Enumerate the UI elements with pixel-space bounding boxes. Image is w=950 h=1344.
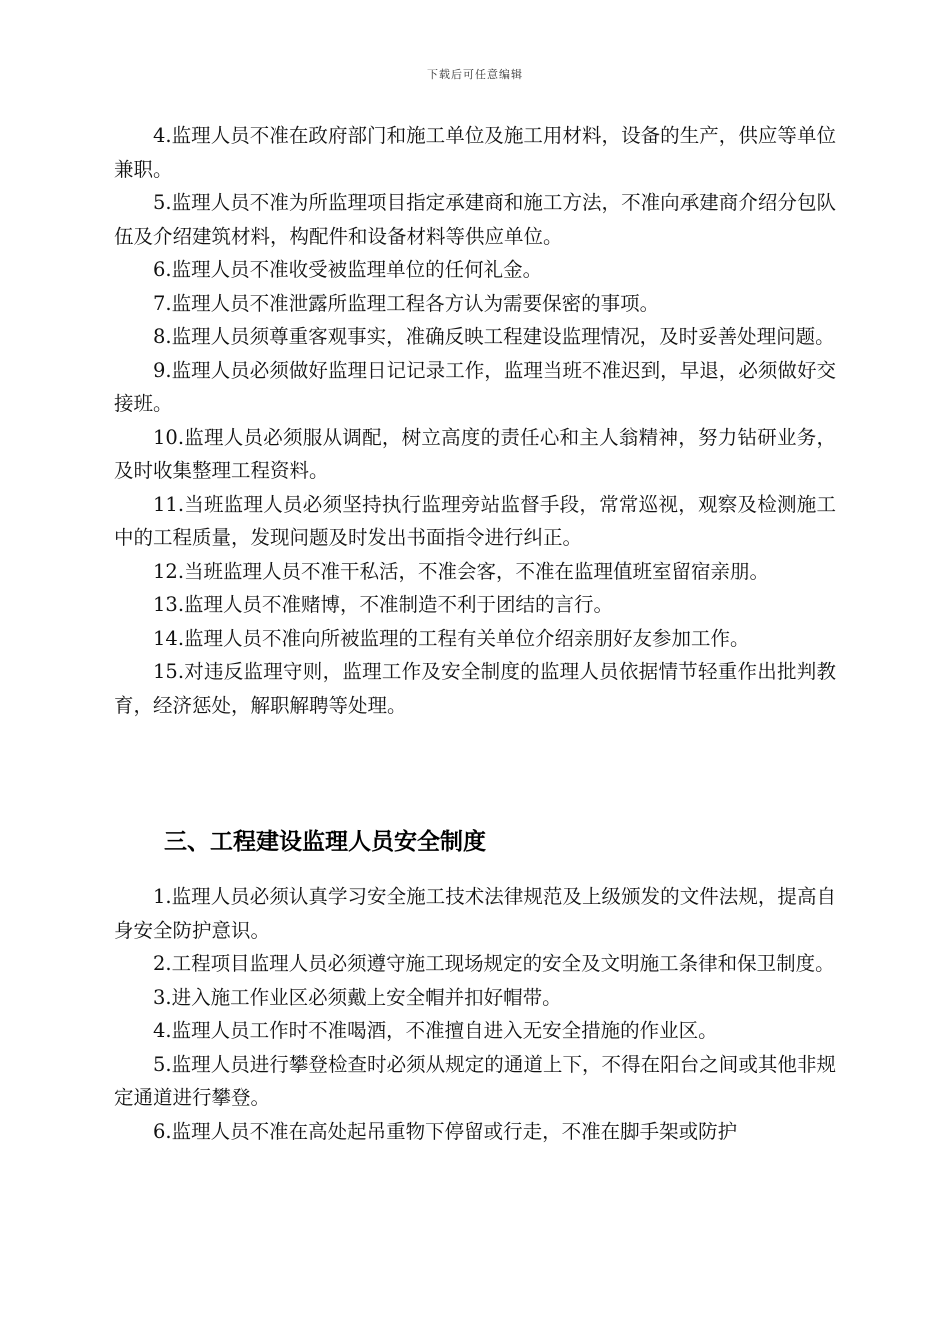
rule-paragraph: 6.监理人员不准收受被监理单位的任何礼金。 (153, 258, 543, 281)
rule-paragraph: 4.监理人员不准在政府部门和施工单位及施工用材料，设备的生产，供应等单位兼职。 (114, 124, 836, 181)
rule-paragraph: 11.当班监理人员必须坚持执行监理旁站监督手段，常常巡视，观察及检测施工中的工程质量，发现问题及时发出书面指令进行纠正。 (114, 492, 836, 549)
safety-rule-paragraph: 3.进入施工作业区必须戴上安全帽并扣好帽带。 (153, 985, 562, 1009)
rule-paragraph: 12.当班监理人员不准干私活，不准会客，不准在监理值班室留宿亲朋。 (153, 559, 770, 583)
safety-rule-paragraph: 2.工程项目监理人员必须遵守施工现场规定的安全及文明施工条律和保卫制度。 (153, 952, 835, 975)
rule-paragraph: 7.监理人员不准泄露所监理工程各方认为需要保密的事项。 (153, 291, 660, 315)
rule-paragraph: 13.监理人员不准赌博，不准制造不利于团结的言行。 (153, 593, 614, 616)
section-heading: 三、工程建设监理人员安全制度 (164, 829, 486, 855)
page-header: 下载后可任意编辑 (427, 68, 523, 81)
rules-list-section-2 (114, 880, 836, 1148)
rule-paragraph: 8.监理人员须尊重客观事实，准确反映工程建设监理情况，及时妥善处理问题。 (153, 325, 835, 348)
safety-rule-paragraph: 5.监理人员进行攀登检查时必须从规定的通道上下，不得在阳台之间或其他非规定通道进行攀登。 (114, 1052, 836, 1109)
rules-list-section-1 (114, 119, 836, 722)
rule-paragraph: 14.监理人员不准向所被监理的工程有关单位介绍亲朋好友参加工作。 (153, 626, 750, 650)
rule-paragraph: 10.监理人员必须服从调配，树立高度的责任心和主人翁精神，努力钻研业务，及时收集整理工程资料。 (114, 425, 836, 482)
rule-paragraph: 15.对违反监理守则，监理工作及安全制度的监理人员依据情节轻重作出批判教育，经济惩处，解职解聘等处理。 (114, 660, 836, 717)
safety-rule-paragraph: 6.监理人员不准在高处起吊重物下停留或行走，不准在脚手架或防护 (153, 1119, 738, 1143)
safety-rule-paragraph: 4.监理人员工作时不准喝酒，不准擅自进入无安全措施的作业区。 (153, 1019, 718, 1042)
safety-rule-paragraph: 1.监理人员必须认真学习安全施工技术法律规范及上级颁发的文件法规，提高自身安全防护意识。 (114, 885, 836, 942)
rule-paragraph: 5.监理人员不准为所监理项目指定承建商和施工方法，不准向承建商介绍分包队伍及介绍建筑材料，构配件和设备材料等供应单位。 (114, 191, 836, 248)
rule-paragraph: 9.监理人员必须做好监理日记记录工作，监理当班不准迟到，早退，必须做好交接班。 (114, 358, 836, 415)
